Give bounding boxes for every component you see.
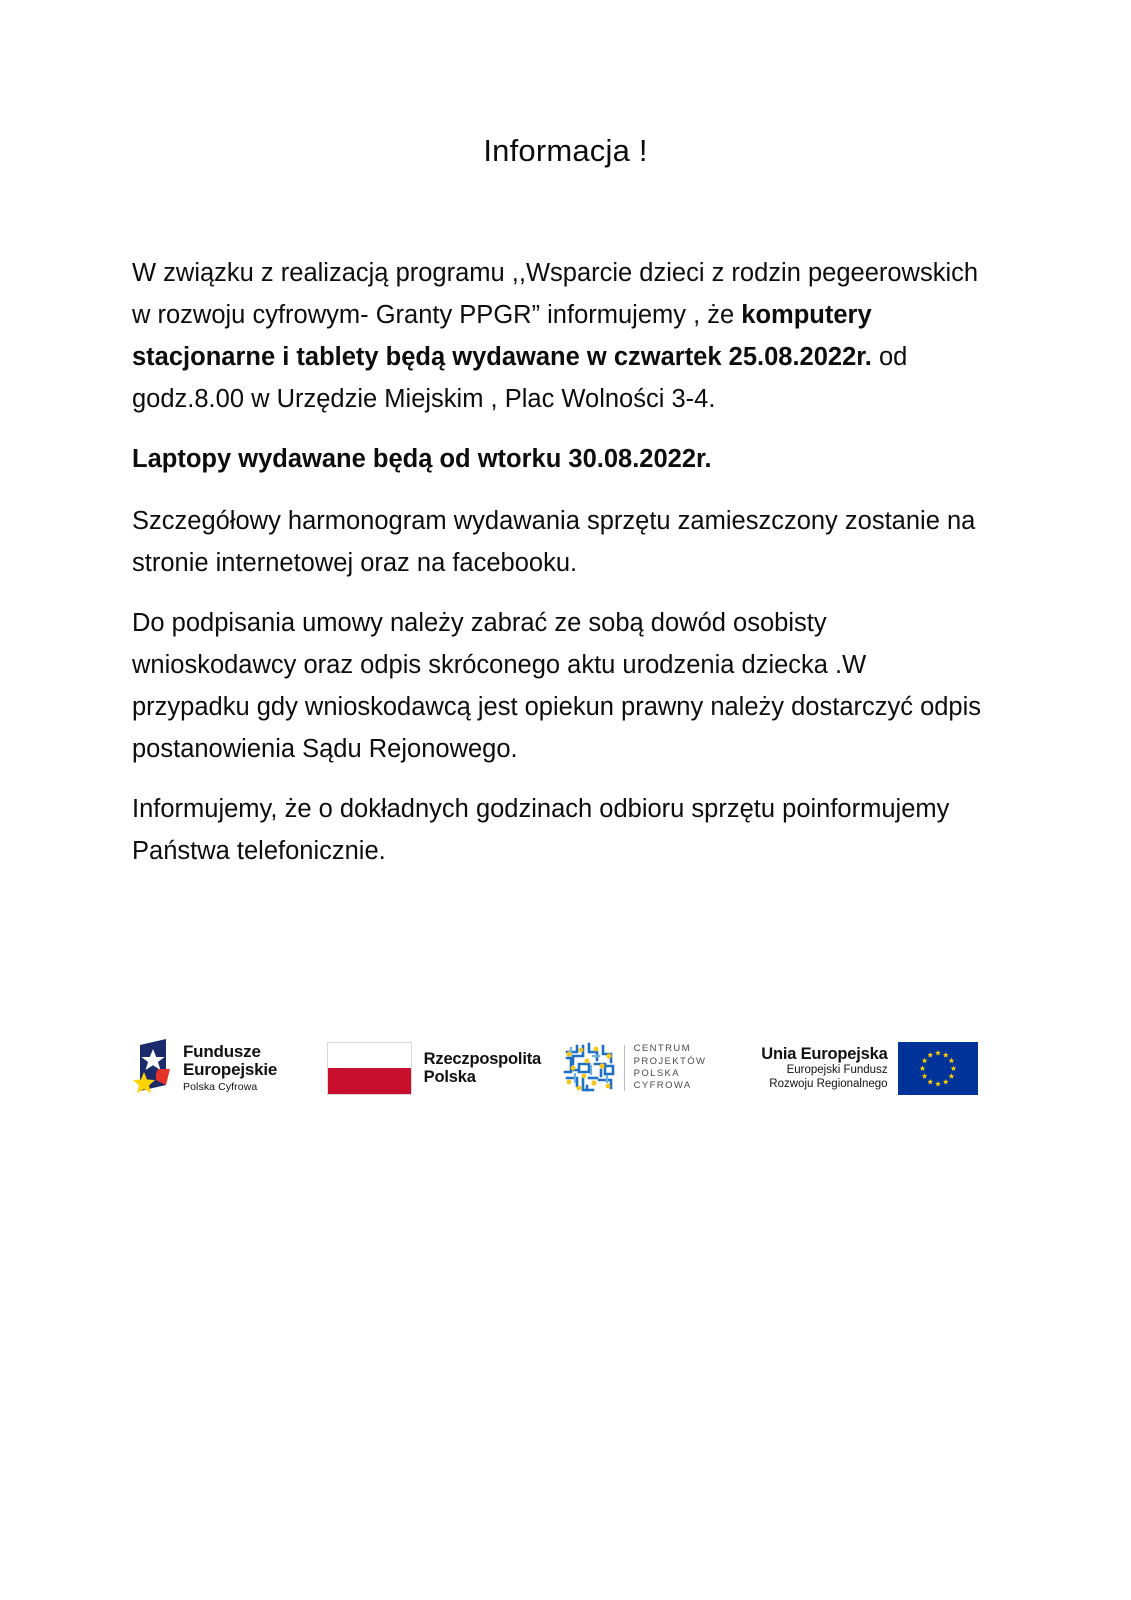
cppc-line-2: PROJEKTÓW	[633, 1055, 707, 1067]
rp-line-2: Polska	[423, 1068, 476, 1086]
paragraph-2-run-1-bold: Laptopy wydawane będą od wtorku 30.08.2022r.	[132, 445, 712, 473]
paragraph-1	[132, 252, 988, 420]
ue-line-2: Europejski Fundusz	[786, 1064, 888, 1077]
fe-line-2: Europejskie	[183, 1059, 278, 1079]
paragraph-4	[132, 602, 988, 770]
paragraph-5-run-1: Informujemy, że o dokładnych godzinach odbioru sprzętu poinformujemy Państwa telefonicznie.	[132, 795, 950, 865]
polish-flag-white-band	[328, 1043, 411, 1069]
paragraph-5	[132, 788, 988, 872]
fundusze-europejskie-star-mark-icon	[132, 1039, 174, 1097]
paragraph-1-run-3: od godz.8.00 w Urzędzie Miejskim , Plac Wolności 3-4.	[132, 343, 908, 413]
paragraph-2	[132, 438, 988, 480]
paragraph-3-run-1: Szczegółowy harmonogram wydawania sprzętu zamieszczony zostanie na stronie internetowej oraz na facebooku.	[132, 507, 976, 577]
page-title: Informacja !	[483, 133, 648, 168]
fe-line-3: Polska Cyfrowa	[183, 1080, 258, 1093]
cppc-line-3: POLSKA	[633, 1068, 681, 1079]
document-body	[132, 252, 988, 890]
logo-centrum-projektow-polska-cyfrowa	[553, 1032, 746, 1104]
ue-line-1: Unia Europejska	[761, 1044, 888, 1063]
cppc-line-4: CYFROWA	[633, 1080, 692, 1092]
logo-unia-europejska	[745, 1032, 992, 1104]
fe-line-1: Fundusze	[183, 1041, 261, 1061]
european-union-flag-icon	[898, 1042, 978, 1095]
funding-logo-bar	[132, 1032, 992, 1104]
paragraph-3	[132, 500, 988, 584]
logo-fundusze-europejskie	[132, 1032, 315, 1104]
paragraph-1-run-2-bold: komputery stacjonarne i tablety będą wydawane w czwartek 25.08.2022r.	[132, 301, 872, 371]
cppc-divider	[624, 1045, 625, 1091]
cppc-line-1: CENTRUM	[633, 1043, 691, 1055]
cppc-text	[634, 1043, 707, 1092]
polish-flag-icon	[327, 1042, 412, 1095]
ue-line-3: Rozwoju Regionalnego	[769, 1077, 888, 1090]
paragraph-1-run-1: W związku z realizacją programu ,,Wsparcie dzieci z rodzin pegeerowskich w rozwoju cyfrowym- Granty PPGR” informujemy , że	[132, 259, 979, 329]
polish-flag-red-band	[328, 1068, 411, 1094]
cppc-circuit-maze-icon	[563, 1042, 615, 1094]
unia-europejska-text	[761, 1045, 887, 1092]
fundusze-europejskie-text	[183, 1043, 277, 1093]
rzeczpospolita-polska-text	[424, 1050, 541, 1086]
rp-line-1: Rzeczpospolita	[423, 1049, 541, 1068]
logo-rzeczpospolita-polska	[315, 1032, 553, 1104]
paragraph-4-run-1: Do podpisania umowy należy zabrać ze sobą dowód osobisty wnioskodawcy oraz odpis skróconego aktu urodzenia dziecka .W przypadku gdy wnioskodawcą jest opiekun prawny należy dostarczyć odpis postanowienia Sądu Rejonowego.	[132, 609, 982, 763]
